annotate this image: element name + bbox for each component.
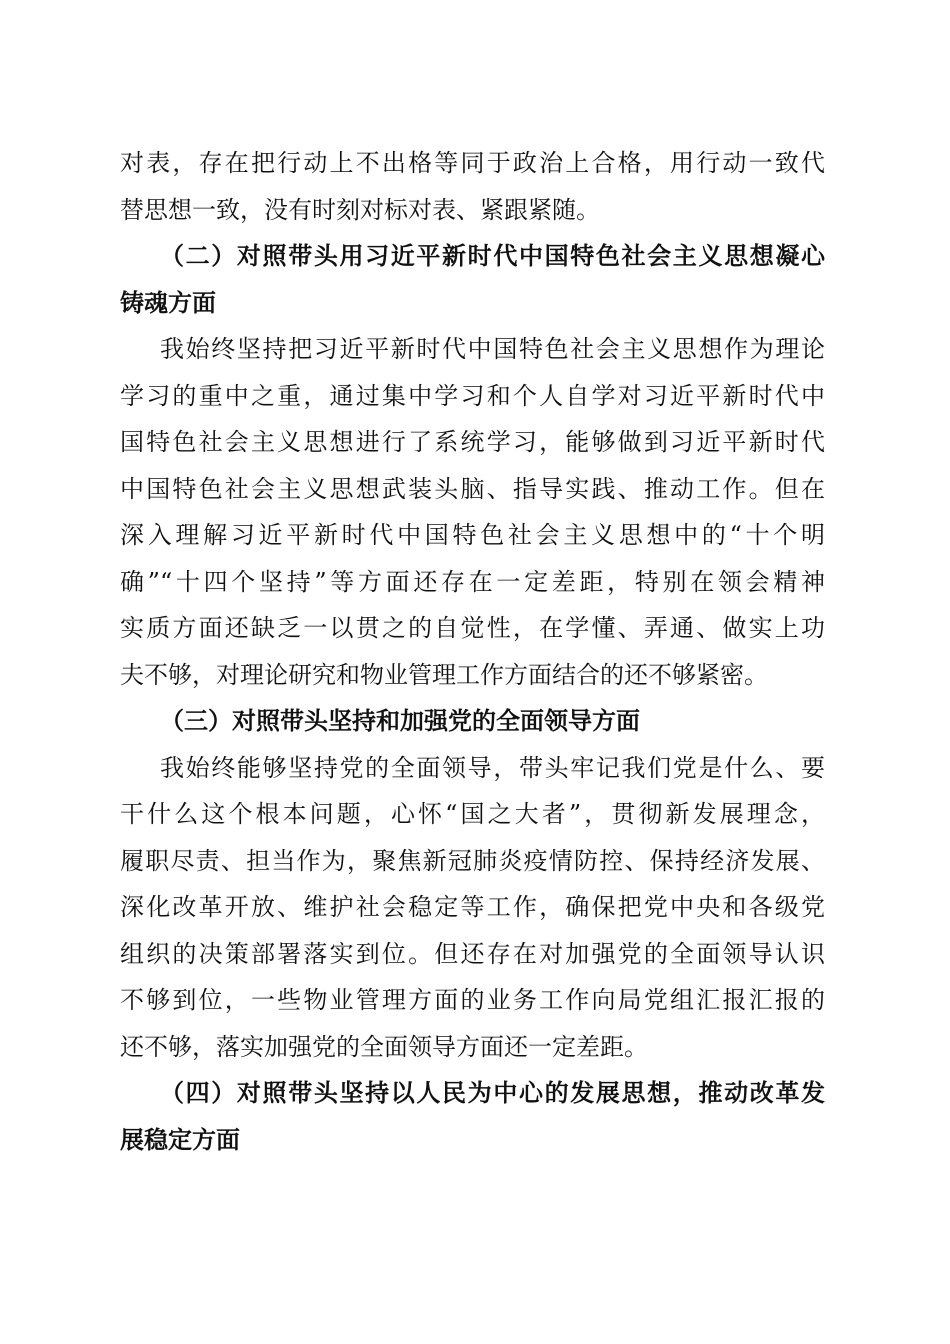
section-heading-2-cont: 铸魂方面 (120, 288, 216, 317)
section-heading-4-cont: 展稳定方面 (120, 1125, 240, 1154)
paragraph-line: 对表，存在把行动上不出格等同于政治上合格，用行动一致代 (120, 149, 825, 177)
paragraph-line: 夫不够，对理论研究和物业管理工作方面结合的还不够紧密。 (120, 661, 768, 689)
paragraph-line: 确”“十四个坚持”等方面还存在一定差距，特别在领会精神 (120, 568, 825, 596)
section-heading-3: （三）对照带头坚持和加强党的全面领导方面 (160, 706, 640, 735)
section-heading-4: （四）对照带头坚持以人民为中心的发展思想，推动改革发 (160, 1078, 825, 1107)
paragraph-line: 替思想一致，没有时刻对标对表、紧跟紧随。 (120, 196, 600, 224)
paragraph-line: 国特色社会主义思想进行了系统学习，能够做到习近平新时代 (120, 428, 825, 456)
paragraph-line: 不够到位，一些物业管理方面的业务工作向局党组汇报汇报的 (120, 986, 825, 1014)
paragraph-line: 深入理解习近平新时代中国特色社会主义思想中的“十个明 (120, 521, 825, 549)
paragraph-line: 中国特色社会主义思想武装头脑、指导实践、推动工作。但在 (120, 475, 825, 503)
paragraph-line: 学习的重中之重，通过集中学习和个人自学对习近平新时代中 (120, 382, 825, 410)
paragraph-line: 干什么这个根本问题，心怀“国之大者”，贯彻新发展理念， (120, 800, 825, 828)
paragraph-line: 履职尽责、担当作为，聚焦新冠肺炎疫情防控、保持经济发展、 (120, 847, 825, 875)
paragraph-line: 我始终能够坚持党的全面领导，带头牢记我们党是什么、要 (160, 754, 825, 782)
paragraph-line: 组织的决策部署落实到位。但还存在对加强党的全面领导认识 (120, 940, 825, 968)
paragraph-line: 深化改革开放、维护社会稳定等工作，确保把党中央和各级党 (120, 893, 825, 921)
paragraph-line: 我始终坚持把习近平新时代中国特色社会主义思想作为理论 (160, 335, 825, 363)
paragraph-line: 实质方面还缺乏一以贯之的自觉性，在学懂、弄通、做实上功 (120, 614, 825, 642)
section-heading-2: （二）对照带头用习近平新时代中国特色社会主义思想凝心 (160, 241, 825, 270)
paragraph-line: 还不够，落实加强党的全面领导方面还一定差距。 (120, 1033, 648, 1061)
